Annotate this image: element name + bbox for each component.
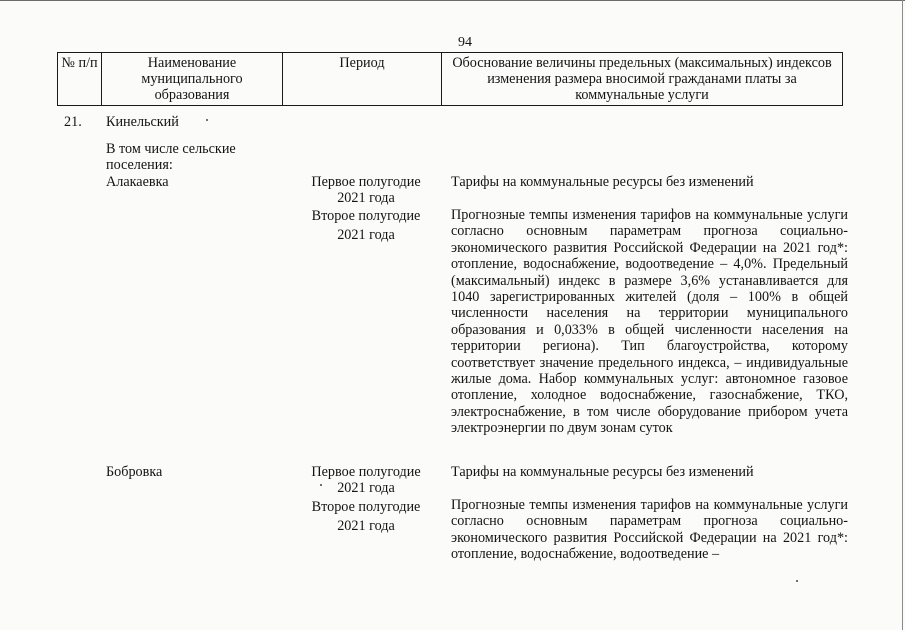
settlement-name: Алакаевка — [106, 174, 169, 190]
period-second-half: Второе полугодие 2021 года — [311, 208, 421, 243]
period-first-half: Первое полугодие 2021 года — [311, 464, 421, 497]
header-number: № п/п — [58, 53, 102, 106]
table-header — [57, 52, 843, 106]
settlement-name: Бобровка — [106, 464, 163, 480]
row-number: 21. — [64, 114, 82, 130]
scan-speck — [796, 580, 798, 582]
basis-first-half: Тарифы на коммунальные ресурсы без изменений — [451, 464, 754, 480]
scan-top-edge — [0, 0, 905, 1]
scan-speck — [320, 484, 322, 486]
page-number: 94 — [458, 35, 472, 50]
header-municipality: Наименование муниципального образования — [102, 53, 283, 106]
period-second-half: Второе полугодие 2021 года — [311, 499, 421, 534]
scan-speck — [206, 119, 208, 121]
scan-right-edge — [902, 0, 903, 630]
district-name: Кинельский — [106, 114, 179, 130]
settlements-subheading: В том числе сельские поселения: — [106, 141, 236, 174]
header-basis: Обоснование величины предельных (максимальных) индексов изменения размера вносимой гражданами платы за коммунальные услуги — [442, 53, 843, 106]
period-first-half: Первое полугодие 2021 года — [311, 174, 421, 207]
basis-second-half: Прогнозные темпы изменения тарифов на коммунальные услуги согласно основным параметрам прогноза социально-экономического развития Российской Федерации на 2021 год*: отопление, водоснабжение, водоотведение – 4,0%. Предельный (максимальный) индекс в размере 3,6% устанавливается для 1040 зарегистрированных жителей (доля – 100% в общей численности населения на территории муниципального образования и 0,033% в общей численности населения на территории региона). Тип благоустройства, которому соответствует значение предельного индекса, – индивидуальные жилые дома. Набор коммунальных услуг: автономное газовое отопление, холодное водоснабжение, газоснабжение, ТКО, электроснабжение, в том числе оборудование прибором учета электроэнергии по двум зонам суток — [451, 207, 848, 437]
basis-first-half: Тарифы на коммунальные ресурсы без изменений — [451, 174, 754, 190]
header-period: Период — [283, 53, 442, 106]
basis-second-half: Прогнозные темпы изменения тарифов на коммунальные услуги согласно основным параметрам прогноза социально-экономического развития Российской Федерации на 2021 год*: отопление, водоснабжение, водоотведение – — [451, 497, 848, 563]
